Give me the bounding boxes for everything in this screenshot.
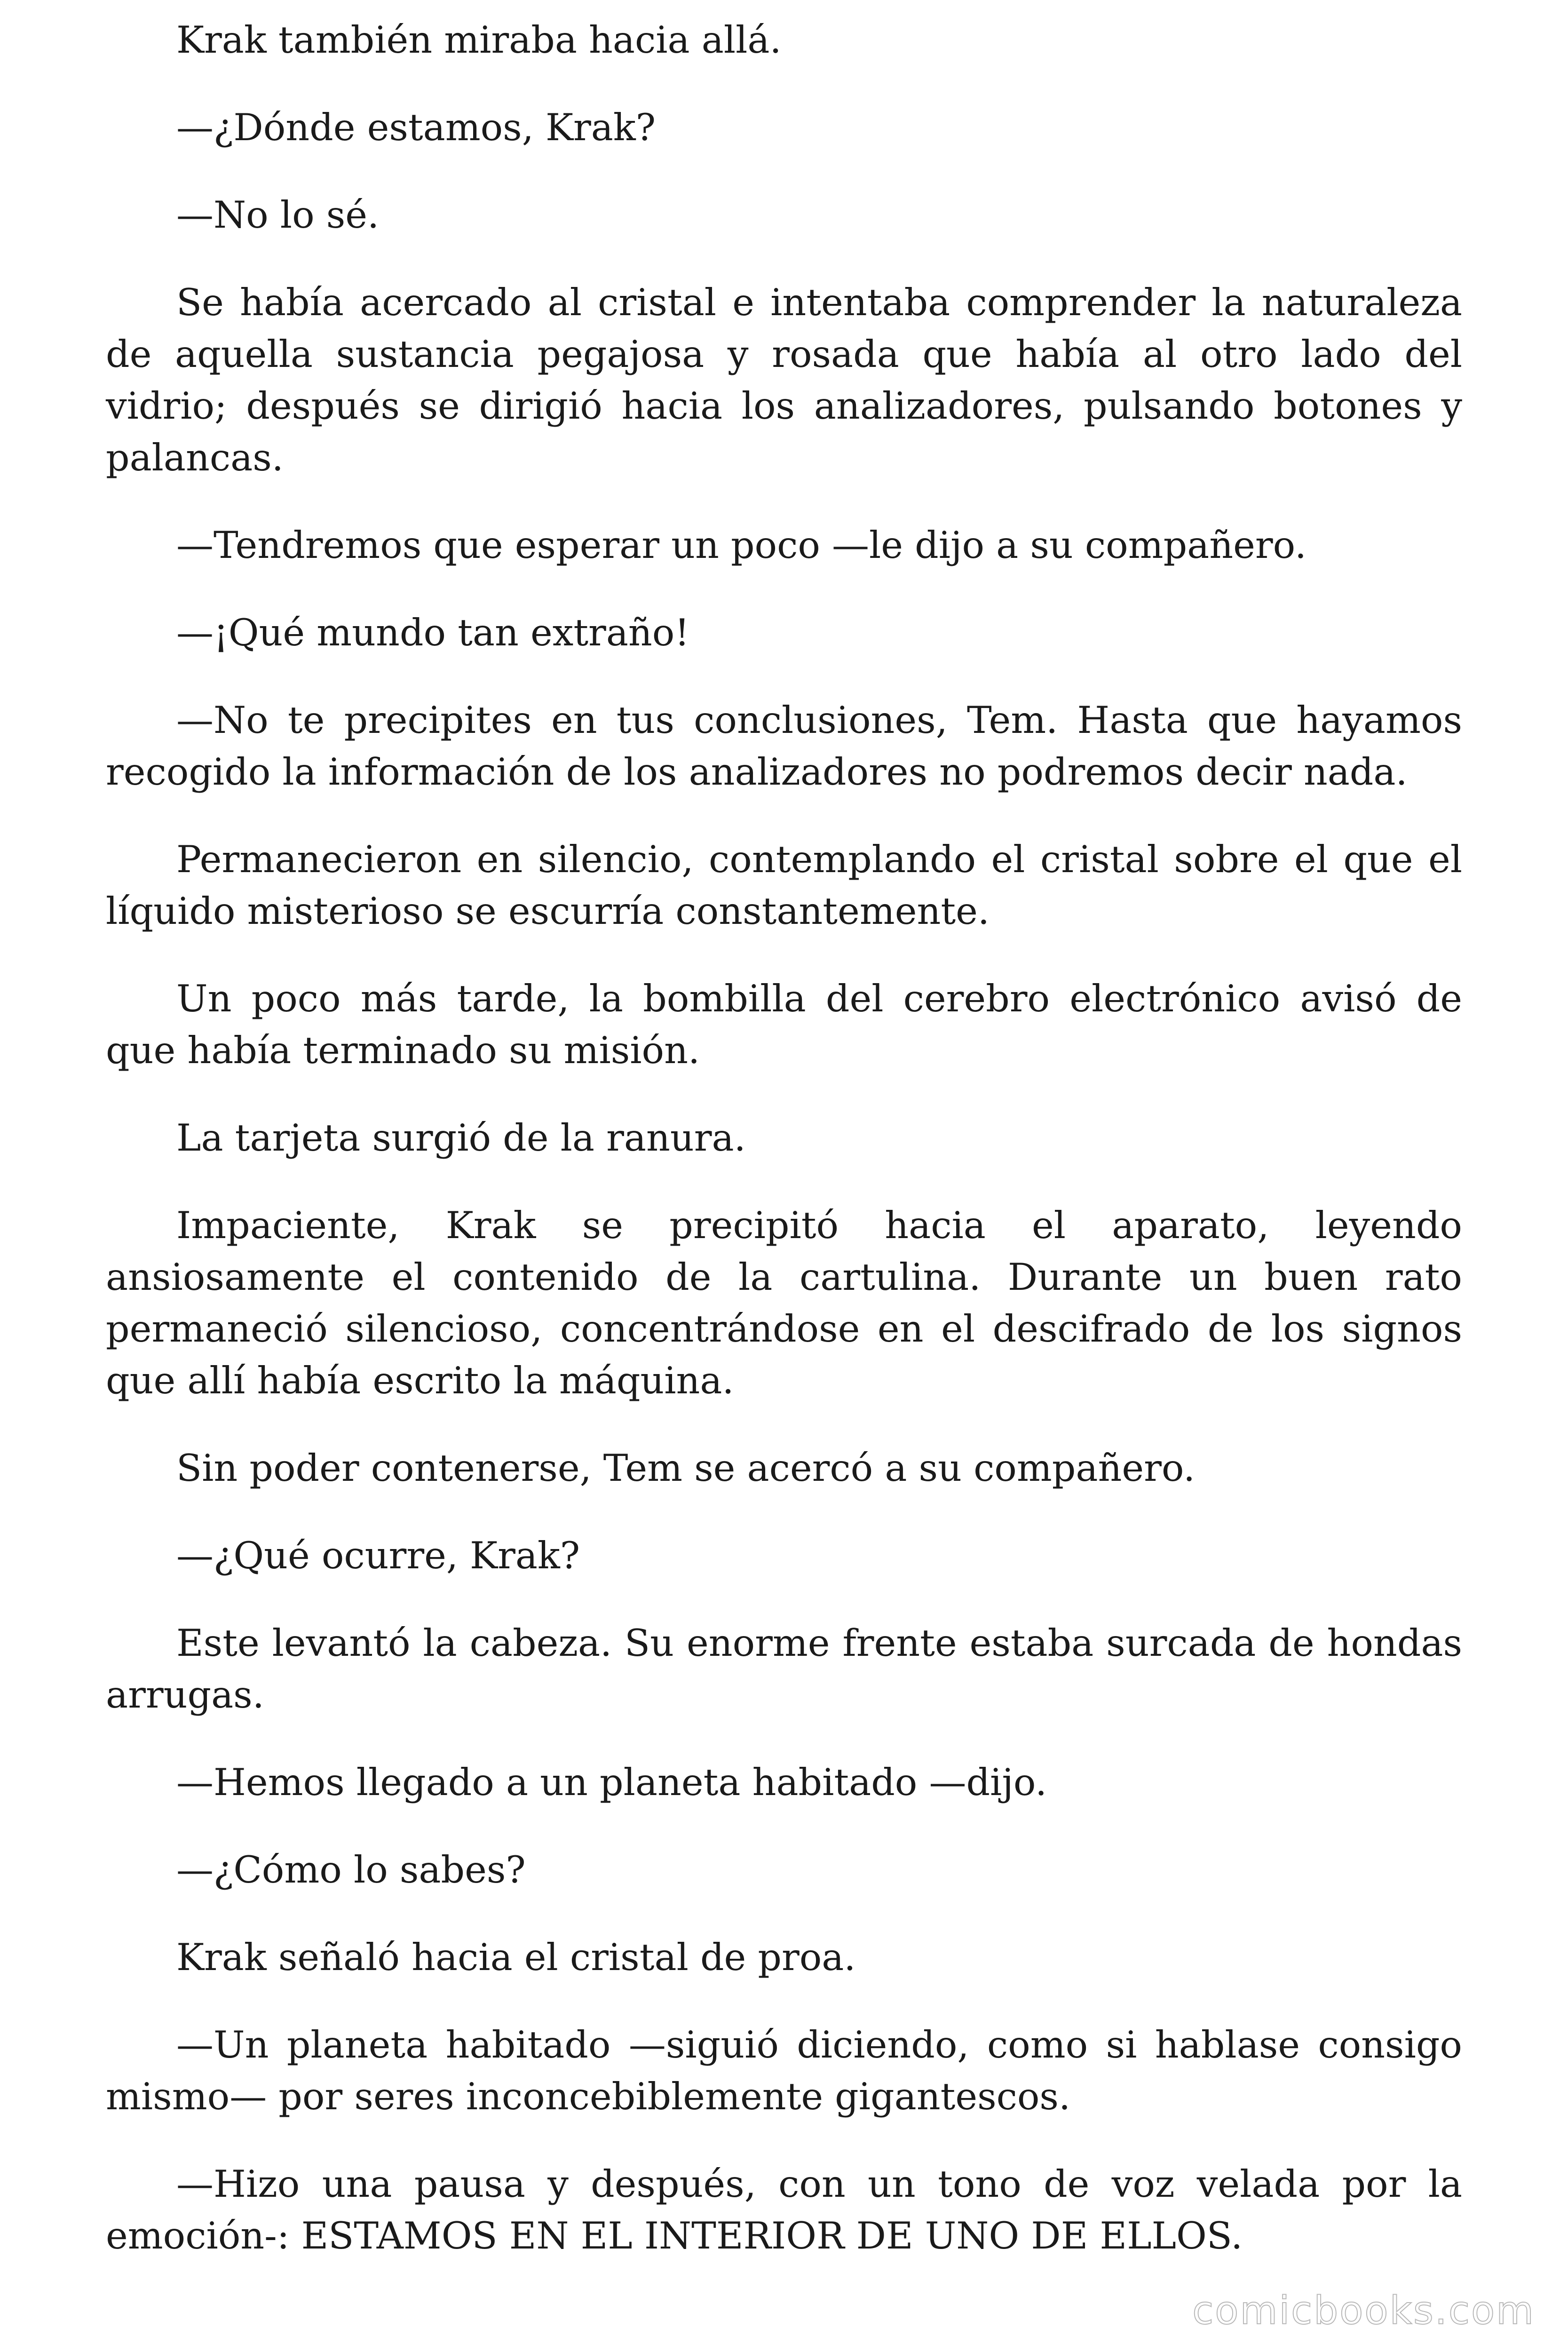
paragraph: Se había acercado al cristal e intentaba comprender la naturaleza de aquella sustancia pegajosa y rosada que había al otro lado del vidrio; después se dirigió hacia los analizadores, pulsando botones y palancas. (106, 281, 1462, 479)
paragraph: —Hemos llegado a un planeta habitado —dijo. (176, 1761, 1047, 1804)
paragraph: —¿Dónde estamos, Krak? (176, 106, 656, 149)
paragraph: —¿Qué ocurre, Krak? (176, 1534, 580, 1577)
watermark: comicbooks.com (1192, 2288, 1535, 2333)
paragraph: —No te precipites en tus conclusiones, Tem. Hasta que hayamos recogido la información de los analizadores no podremos decir nada. (106, 699, 1462, 794)
paragraph: Sin poder contenerse, Tem se acercó a su compañero. (176, 1446, 1196, 1490)
paragraph: La tarjeta surgió de la ranura. (176, 1116, 746, 1160)
paragraph: Este levantó la cabeza. Su enorme frente estaba surcada de hondas arrugas. (106, 1621, 1462, 1716)
paragraph: —Un planeta habitado —siguió diciendo, como si hablase consigo mismo— por seres inconcebiblemente gigantescos. (106, 2023, 1462, 2118)
paragraph: —Hizo una pausa y después, con un tono de voz velada por la emoción-: ESTAMOS EN EL INTERIOR DE UNO DE ELLOS. (106, 2162, 1462, 2257)
page-body (106, 14, 1462, 2297)
paragraph: Un poco más tarde, la bombilla del cerebro electrónico avisó de que había terminado su misión. (106, 977, 1462, 1072)
paragraph: Impaciente, Krak se precipitó hacia el aparato, leyendo ansiosamente el contenido de la cartulina. Durante un buen rato permaneció silencioso, concentrándose en el descifrado de los signos que allí había escrito la máquina. (106, 1204, 1462, 1402)
paragraph: —¿Cómo lo sabes? (176, 1848, 526, 1891)
paragraph: Krak también miraba hacia allá. (176, 18, 782, 62)
paragraph: —No lo sé. (176, 193, 380, 237)
paragraph: —¡Qué mundo tan extraño! (176, 611, 690, 654)
paragraph: Krak señaló hacia el cristal de proa. (176, 1936, 856, 1979)
paragraph: Permanecieron en silencio, contemplando el cristal sobre el que el líquido misterioso se escurría constantemente. (106, 838, 1462, 933)
paragraph: —Tendremos que esperar un poco —le dijo a su compañero. (176, 524, 1307, 567)
